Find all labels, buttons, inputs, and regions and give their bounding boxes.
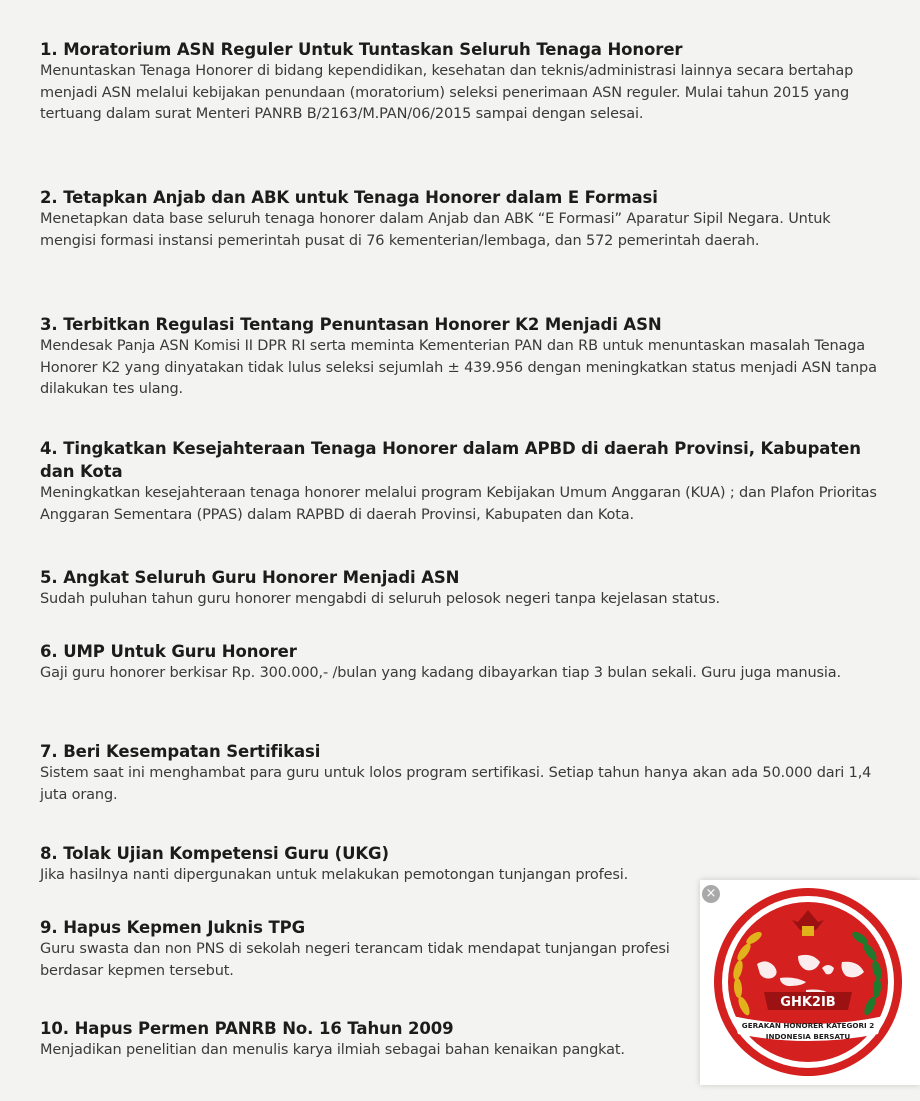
logo-line-2: INDONESIA BERSATU — [765, 1032, 851, 1041]
list-item-4 — [40, 437, 890, 526]
item-title: 9. Hapus Kepmen Juknis TPG — [40, 918, 306, 937]
logo-ribbon-text: GHK2IB — [780, 995, 836, 1010]
list-item-6 — [40, 640, 890, 685]
item-body: Menuntaskan Tenaga Honorer di bidang kependidikan, kesehatan dan teknis/administrasi lainnya secara bertahap menjadi ASN melalui kebijakan penundaan (moratorium) seleksi penerimaan ASN reguler. Mulai tahun 2015 yang tertuang dalam surat Menteri PANRB B/2163/M.PAN/06/2015 sampai dengan selesai. — [40, 63, 854, 122]
item-body: Jika hasilnya nanti dipergunakan untuk melakukan pemotongan tunjangan profesi. — [40, 867, 629, 883]
item-body: Gaji guru honorer berkisar Rp. 300.000,- /bulan yang kadang dibayarkan tiap 3 bulan sekali. Guru juga manusia. — [40, 665, 841, 681]
list-item-3 — [40, 313, 890, 401]
item-title: 6. UMP Untuk Guru Honorer — [40, 642, 297, 661]
item-body: Menetapkan data base seluruh tenaga honorer dalam Anjab dan ABK “E Formasi” Aparatur Sipil Negara. Untuk mengisi formasi instansi pemerintah pusat di 76 kementerian/lembaga, dan 572 pemerintah daerah. — [40, 211, 831, 249]
item-body: Mendesak Panja ASN Komisi II DPR RI serta meminta Kementerian PAN dan RB untuk menuntaskan masalah Tenaga Honorer K2 yang dinyatakan tidak lulus seleksi sejumlah ± 439.956 dengan meningkatkan status menjadi ASN tanpa dilakukan tes ulang. — [40, 338, 877, 397]
item-title: 5. Angkat Seluruh Guru Honorer Menjadi ASN — [40, 568, 460, 587]
list-item-1 — [40, 38, 890, 126]
list-item-5 — [40, 566, 890, 611]
item-body: Guru swasta dan non PNS di sekolah negeri terancam tidak mendapat tunjangan profesi berdasar kepmen tersebut. — [40, 941, 670, 979]
item-title: 7. Beri Kesempatan Sertifikasi — [40, 742, 321, 761]
logo-line-1: GERAKAN HONORER KATEGORI 2 — [741, 1021, 875, 1030]
item-body: Sudah puluhan tahun guru honorer mengabdi di seluruh pelosok negeri tanpa kejelasan status. — [40, 591, 720, 607]
list-item-2 — [40, 186, 890, 252]
close-icon[interactable]: × — [702, 885, 720, 903]
item-title: 10. Hapus Permen PANRB No. 16 Tahun 2009 — [40, 1019, 454, 1038]
item-body: Sistem saat ini menghambat para guru untuk lolos program sertifikasi. Setiap tahun hanya akan ada 50.000 dari 1,4 juta orang. — [40, 765, 872, 803]
item-body: Menjadikan penelitian dan menulis karya ilmiah sebagai bahan kenaikan pangkat. — [40, 1042, 625, 1058]
ghk2ib-logo — [702, 882, 914, 1082]
item-title: 1. Moratorium ASN Reguler Untuk Tuntaskan Seluruh Tenaga Honorer — [40, 40, 683, 59]
list-item-7 — [40, 740, 890, 806]
item-title: 2. Tetapkan Anjab dan ABK untuk Tenaga Honorer dalam E Formasi — [40, 188, 658, 207]
item-title: 3. Terbitkan Regulasi Tentang Penuntasan Honorer K2 Menjadi ASN — [40, 315, 662, 334]
item-title: 4. Tingkatkan Kesejahteraan Tenaga Honorer dalam APBD di daerah Provinsi, Kabupaten dan Kota — [40, 439, 861, 481]
item-body: Meningkatkan kesejahteraan tenaga honorer melalui program Kebijakan Umum Anggaran (KUA) ; dan Plafon Prioritas Anggaran Sementara (PPAS) dalam RAPBD di daerah Provinsi, Kabupaten dan Kota. — [40, 485, 877, 523]
item-title: 8. Tolak Ujian Kompetensi Guru (UKG) — [40, 844, 389, 863]
